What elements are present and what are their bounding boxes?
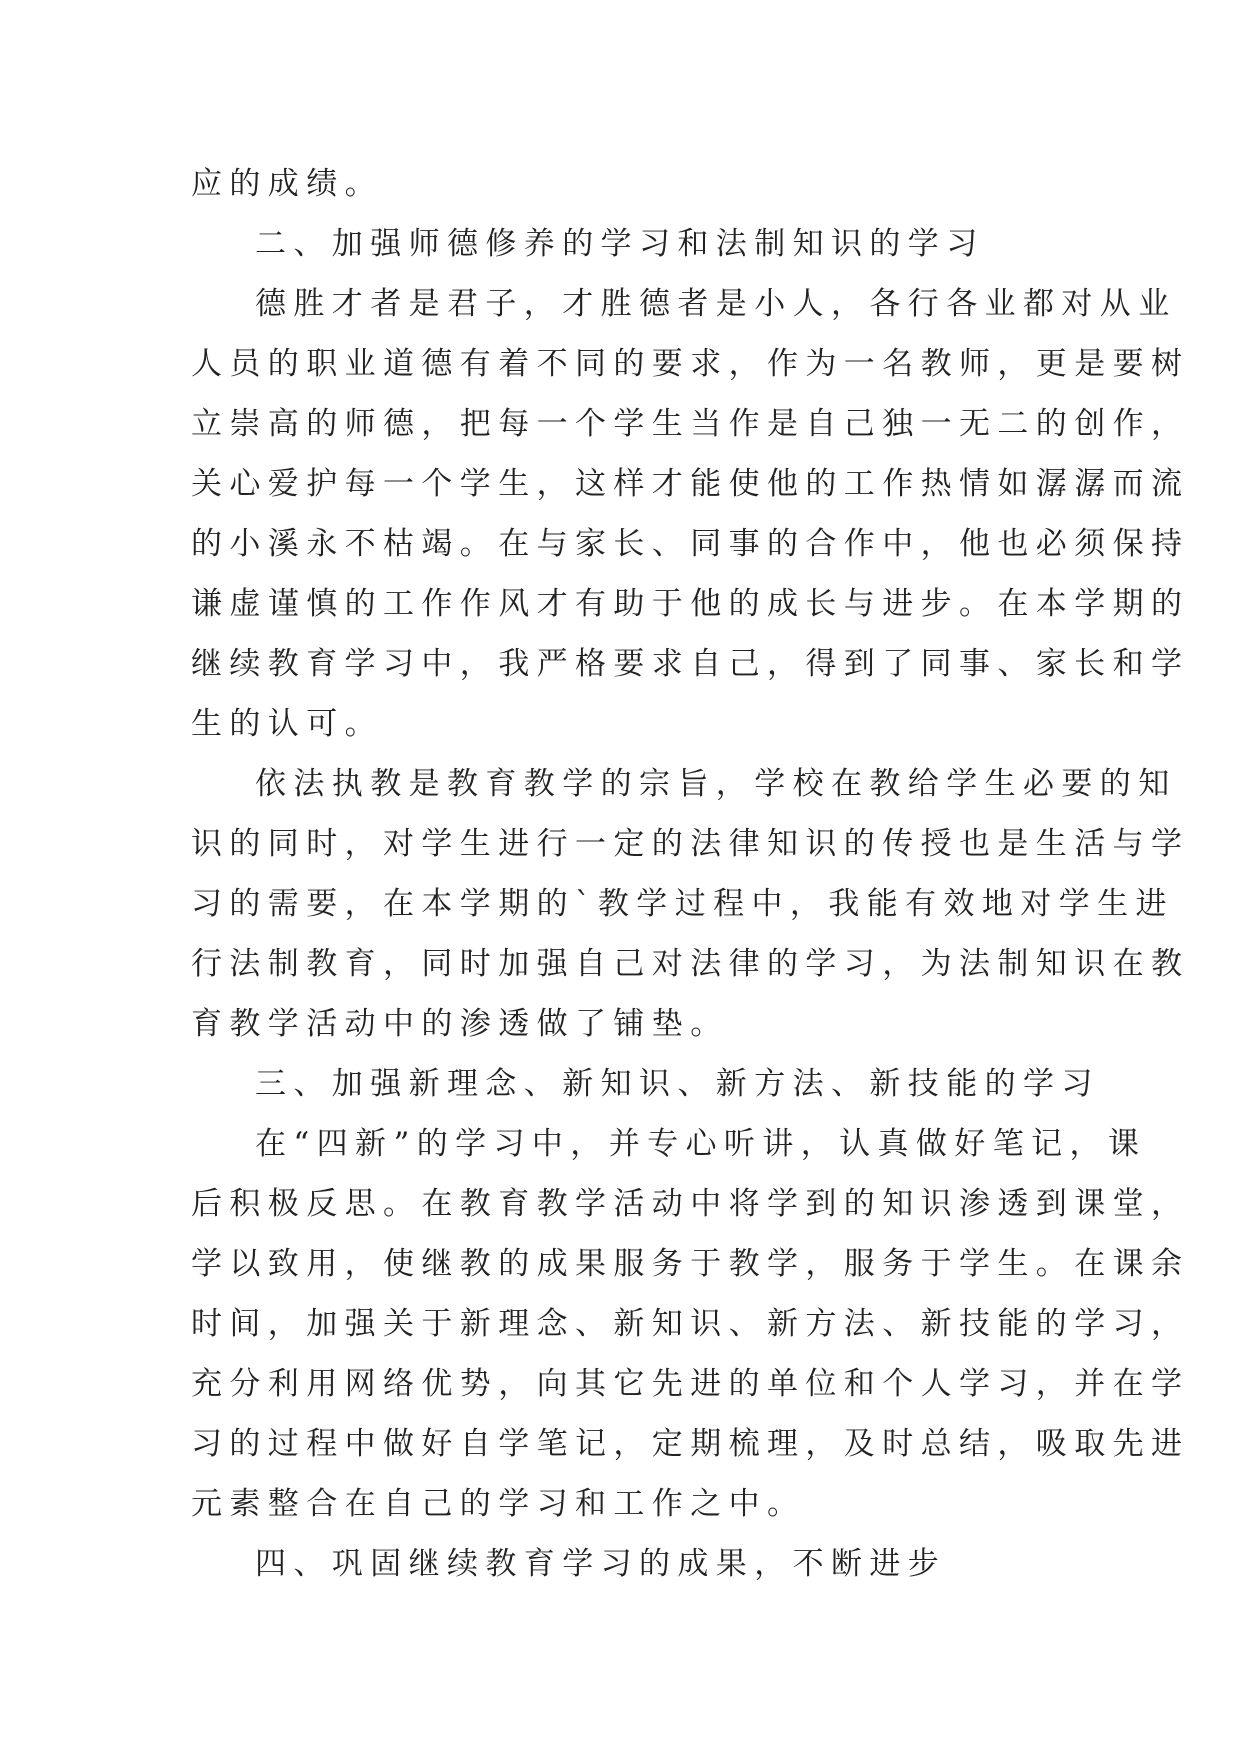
text-line: 人员的职业道德有着不同的要求，作为一名教师，更是要树 (191, 346, 1190, 382)
text-line: 立崇高的师德，把每一个学生当作是自己独一无二的创作， (191, 406, 1190, 442)
text-line: 谦虚谨慎的工作作风才有助于他的成长与进步。在本学期的 (191, 586, 1190, 622)
text-line: 习的过程中做好自学笔记，定期梳理，及时总结，吸取先进 (191, 1426, 1190, 1462)
text-line: 关心爱护每一个学生，这样才能使他的工作热情如潺潺而流 (191, 466, 1190, 502)
section-heading: 四、巩固继续教育学习的成果，不断进步 (255, 1546, 947, 1582)
text-line: 时间，加强关于新理念、新知识、新方法、新技能的学习， (191, 1306, 1190, 1342)
text-line: 充分利用网络优势，向其它先进的单位和个人学习，并在学 (191, 1366, 1190, 1402)
text-line: 学以致用，使继教的成果服务于教学，服务于学生。在课余 (191, 1246, 1190, 1282)
text-line: 习的需要，在本学期的`教学过程中，我能有效地对学生进 (191, 886, 1174, 922)
section-heading: 三、加强新理念、新知识、新方法、新技能的学习 (255, 1066, 1100, 1102)
text-line: 生的认可。 (191, 706, 383, 742)
text-line: 依法执教是教育教学的宗旨，学校在教给学生必要的知 (255, 766, 1177, 802)
text-line: 育教学活动中的渗透做了铺垫。 (191, 1006, 729, 1042)
text-line: 的小溪永不枯竭。在与家长、同事的合作中，他也必须保持 (191, 526, 1190, 562)
section-heading: 二、加强师德修养的学习和法制知识的学习 (255, 226, 985, 262)
text-line: 元素整合在自己的学习和工作之中。 (191, 1486, 806, 1522)
text-line: 识的同时，对学生进行一定的法律知识的传授也是生活与学 (191, 826, 1190, 862)
text-line: 行法制教育，同时加强自己对法律的学习，为法制知识在教 (191, 946, 1190, 982)
text-line: 继续教育学习中，我严格要求自己，得到了同事、家长和学 (191, 646, 1190, 682)
text-line: 德胜才者是君子，才胜德者是小人，各行各业都对从业 (255, 286, 1177, 322)
text-line: 应的成绩。 (191, 166, 383, 202)
text-line: 在“四新”的学习中，并专心听讲，认真做好笔记，课 (255, 1126, 1147, 1162)
text-line: 后积极反思。在教育教学活动中将学到的知识渗透到课堂， (191, 1186, 1190, 1222)
